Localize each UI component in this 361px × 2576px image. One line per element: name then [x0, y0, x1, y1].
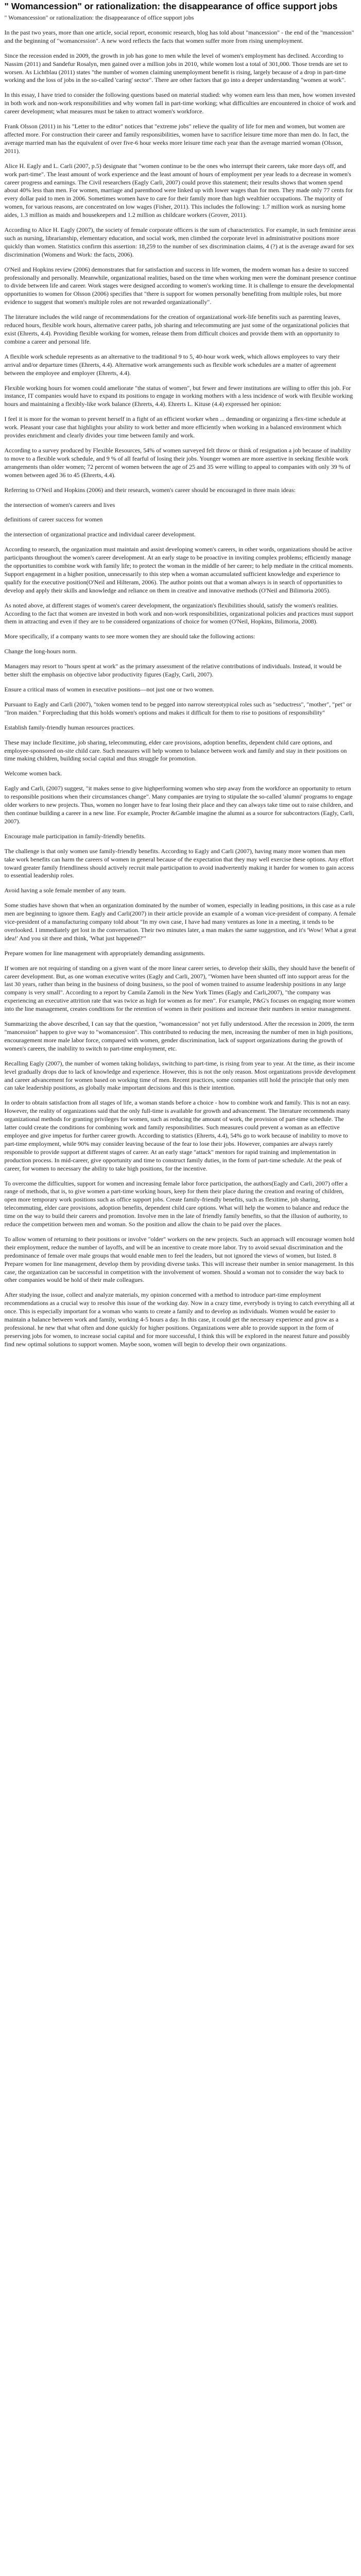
paragraph: Ensure a critical mass of women in executive positions—not just one or two women.	[4, 686, 214, 693]
paragraph: " Womancession" or rationalization: the disappearance of office support jobs	[4, 14, 194, 21]
paragraph: Eagly and Carli, (2007) suggest, "it makes sense to give highperforming women who step away from the workforce an opportunity to return to responsible positions when their circumstances change". Many companies are trying to stipulate the so-called 'alumni' programs to engage older workers to new projects. Thus, women no longer have to fear losing their place and they can always take time out to raise children, and then continue building a career in a new line. For example, Procter &Gamble imagine the alumni as a source for subcontractors (Eagly, Carli, 2007).	[4, 785, 354, 825]
paragraph: Some studies have shown that when an organization dominated by the number of women, especially in leading positions, in this case as a rule men are beginning to ignore them. Eagly and Carli(2007) in their article provide an example of a woman vice-president of company. A female vice-president of a manufacturing company told about "In my own case, I have had many ventures as lone in a meeting, it tends to be overlooked. I immediately get lost in the conversation. Their two minutes later, a man makes the same suggestion, and it's 'Wow! What a great idea!' And you sit there and think, 'What just happened?'"	[4, 902, 356, 942]
list-item: definitions of career success for women	[4, 516, 103, 523]
paragraph: If women are not requiring of standing on a given want of the more linear career series, to develop their skills, they should have the benefit of career development. But, as one woman executive writes (Eagly and Carli, 2007), "Women have been shunted off into support areas for the last 30 years, rather than being in the business of doing business, so the pool of women trained to assume leadership positions in any large company is very small". According to a report by Camila Zamoli in the New York Times (Eagly and Carli,2007), "the company was experiencing an executive attrition rate that was twice as high for women as for men". For example, P&G's focuses on engaging more women into the line management, creates conditions for the retention of women in their positions and increase their numbers in senior management.	[4, 964, 355, 1013]
paragraph: Summarizing the above described, I can say that the question, "womancession" not yet fully understood. After the recession in 2009, the term "mancession" happen to give way to "womancession". This contributed to reducing the men, increasing the number of men in high positions, encouragement more male labor force, compared with women, gender discrimination, lack of support organizations during the growth of women's careers, the inability to switch to part-time employment, etc.	[4, 1020, 354, 1052]
paragraph: I feel it is more for the woman to prevent herself in a fight of an efficient worker when ... demanding or organizing a flex-time schedule at work. Pleasant your case that highlights your ability to work better and more efficiently when working in a balanced environment which provides enrichment and clearly divides your time between family and work.	[4, 415, 346, 439]
document-title: " Womancession" or rationalization: the disappearance of office support jobs	[4, 1, 338, 11]
paragraph: In this essay, I have tried to consider the following questions based on material studied: why women earn less than men, how women invested in both work and non-work responsibilities and why women fall in part-time working; what difficulties are encountered in choice of work and career development; what measures must be taken to attract women's workforce.	[4, 91, 356, 115]
paragraph: In the past two years, more than one article, social report, economic research, blog has told about "mancession" - the end of the "mancession" and the beginning of "womancession". A new word reflects the facts that women suffer more from rising unemployment.	[4, 28, 354, 44]
paragraph: Flexible working hours for women could ameliorate "the status of women", but fewer and fewer institutions are willing to offer this job. For instance, IT companies would have to expand its positions to engage in working mothers with a less incidence of work with flexible working hours and maintaining a flexibly-like work balance (Ehrerts, 4.4). Ehrerts L. Kituse (4.4) expressed her opinion:	[4, 384, 353, 408]
paragraph: Alice H. Eagly and L. Carli (2007, p.5) designate that "women continue to be the ones who interrupt their careers, take more days off, and work part-time". The least amount of work experience and the least amount of hours of employment per year leads to a decrease in women's career progress and earnings. The Civil researchers (Eagly Carli, 2007) could prove this statement; their results shows that women spend about 40% less than men. For women, marriage and parenthood were linked up with lower wages than for men. They made only 77 cents for every dollar paid to men in 2006. Sometimes women have to care for their family more than high wealthier occupations. The majority of women, for various reasons, are concentrated on low wages (Fisher, 2011). This includes the following: 1.7 million work as nursing home aides, 1.3 million as maids and housekeepers and 1.2 million as childcare workers (Grover, 2011).	[4, 162, 353, 219]
paragraph: A flexible work schedule represents as an alternative to the traditional 9 to 5, 40-hour work week, which allows employees to vary their arrival and/or departure times (Ehrerts, 4.4). Alternative work arrangements such as flexible work schedules are a matter of agreement between the employee and employer (Ehrerts, 4.4).	[4, 352, 340, 377]
paragraph: Change the long-hours norm.	[4, 648, 77, 655]
paragraph: Frank Olsson (2011) in his "Letter to the editor" notices that "extreme jobs" relieve the quality of life for men and women, but women are affected more. For construction their career and family responsibilities, women have to sacrifice leisure time more than men do. In fact, the average married man has the equivalent of over five-6 hour weeks more leisure time each year than the average married woman (Olsson, 2011).	[4, 123, 349, 155]
paragraph: According to Alice H. Eagly (2007), the society of female corporate officers is the sum of characteristics. For example, in such feminine areas such as nursing, librarianship, elementary education, and social work, men climbed the corporate level in administrative positions more quickly than women. Statistics confirm this assertion: 18,259 to the number of sex discrimination claims, 4 (?) at is the average award for sex discrimination (Womens and Work: the facts, 2006).	[4, 226, 356, 258]
paragraph: After studying the issue, collect and analyze materials, my opinion concerned with a method to introduce part-time employment recommendations as a crucial way to resolve this issue of the working day. Now in a crazy time, everybody is trying to catch everything all at once. This is especially important for a woman who wants to create a family and to develop as individuals. Women would be easier to maintain a balance between work and family, working 4-5 hours a day. In this case, it could get the necessary experience and grow as a professional. he new that what often and done quickly for higher positions. Organizations were able to provide support in the form of preserving jobs for women, to increase social capital and for more successful, I think this will be explored in the nearest future and possibly find new optimal solutions to support women. Maybe soon, women will begin to develop their own organizations.	[4, 1291, 355, 1348]
paragraph: According to research, the organization must maintain and assist developing women's careers, in other words, organizations should be active participants throughout the women's career development. At an early stage to be proactive in inviting complex problems; efficiently manage the opportunities to combine work with family life; to protect the woman in the middle of her career; to help mediate in the critical moments. Support engagement in a higher position, unnecessarily to this step when a woman accumulated sufficient knowledge and experience to qualify for the executive position(O'Neil and Hilteram, 2006). The author points out that a woman always is in search of opportunities to develop and apply their skills and knowledge and reliance on them in creative and innovative methods (O'Neil and Bilimoria 2005).	[4, 546, 353, 594]
paragraph: Recalling Eagly (2007), the number of women taking holidays, switching to part-time, is rising from year to year. At the time, as their income level gradually drops due to lack of knowledge and experience. However, this is not the only reason. Most organizations provide development and career advancement for women based on working time of men. Recent practices, some companies still hold the principle that only men can take leadership positions, as globally make important decisions and this is their intention.	[4, 1059, 356, 1092]
paragraph: Welcome women back.	[4, 770, 62, 777]
paragraph: According to a survey produced by Flexible Resources, 54% of women surveyed felt throw or think of resignation a job because of inability to move to a flexible work schedule, and 9 % of all fearful of losing their jobs. Younger women are more assertive in seeking flexible work arrangements than older women; 72 percent of women between the age of 25 and 35 were willing to appeal to companies with only 39 % of women between aged 36 to 45 (Ehrerts, 4.4).	[4, 446, 351, 479]
paragraph: More specifically, if a company wants to see more women they are should take the following actions:	[4, 633, 255, 640]
list-item: the intersection of women's careers and lives	[4, 501, 115, 509]
paragraph: These may include flexitime, job sharing, telecommuting, elder care provisions, adoption benefits, dependent child care options, and employee-sponsored on-site child care. Such measures will help women to balance between work and family and stay in their positions on time making children, building social capital and thus struggle for promotion.	[4, 738, 347, 762]
paragraph: In order to obtain satisfaction from all stages of life, a woman stands before a choice - how to combine work and family. This is not an easy. However, the reality of organizations said that the only full-time is available for growth and advancement. The literature recommends many organizational methods for granting privileges for women, such as reducing the amount of work, the provision of part-time schedule. The latter could create the conditions for combining work and family responsibilities. Such measures could prevent a woman as an effective employee and give impetus for further career growth. According to statistics (Ehrerts, 4.4), 54% go to work because of inability to move to part-time employment, while 90% may consider leaving because of the fear to lose their jobs. However, companies are always rarely responsible to provide support at different stages of career. At an early stage "attack" mentors for rapid training and implementation in production process. In mid-career, give opportunity and time to construct family duties, in the form of part-time schedule. At the peak of career, for women to necessary the ability to take high positions, for the incentive.	[4, 1099, 351, 1172]
list-item: the intersection of organizational practice and individual career development.	[4, 531, 196, 538]
paragraph: The challenge is that only women use family-friendly benefits. According to Eagly and Carli (2007), having many more women than men take work benefits can harm the careers of women in general because of the expectation that they may well exercise these options. Any effort toward greater family friendliness should actively recruit male participation to avoid inadvertently making it harder for women to gain access to essential leadership roles.	[4, 847, 354, 879]
paragraph: Prepare women for line management with appropriately demanding assignments.	[4, 949, 205, 957]
paragraph: To allow women of returning to their positions or involve "older" workers on the new projects. Such an approach will encourage women hold their employment, reduce the number of layoffs, and will be an incentive to create more labor. Try to avoid sexual discrimination and the predominance of female over male groups that would enable men to feel the leaders, but not ignored the views of women, but listed. 8 Prepare women for line management, develop them by providing diverse tasks. This will increase their number in senior management. In this case, the organization can be successful in competition with the involvement of women. Should a woman not to consider the way back to other companies would be hold of their male colleagues.	[4, 1235, 355, 1284]
paragraph: Establish family-friendly human resources practices.	[4, 723, 135, 731]
paragraph: The literature includes the wild range of recommendations for the creation of organizational work-life benefits such as parenting leaves, reduced hours, flexible work hours, alternative career paths, job sharing and telecommuting are just some of the organizational policies that exist (Ehrerts, 4.4). Providing flexible working for women, release them from difficult choices and provide them with an opportunity to combine a career and personal life.	[4, 313, 350, 345]
document	[5, 0, 357, 1349]
paragraph: Managers may resort to "hours spent at work" as the primary assessment of the relative contributions of individuals. Instead, it would be better shift the emphasis on objective labor productivity figures (Eagly, Carli, 2007).	[4, 663, 342, 679]
paragraph: To overcome the difficulties, support for women and increasing female labor force participation, the authors(Eagly and Carli, 2007) offer a range of methods, that is, to give women a part-time working hours, keep for them their place during the creation and rearing of children, open more temporary work positions such as office support jobs. Create family-friendly benefits, such as flexitime, job sharing, telecommuting, elder care provisions, adoption benefits, dependent child care options. What will help the women to balance and reduce the time on the way to build their careers and promotion. Involve men in the late of friendly family benefits, so that the illusion of authority, to reduce the competition between men and woman. So the position and allow the chain to be paid over the places.	[4, 1179, 349, 1228]
paragraph: Encourage male participation in family-friendly benefits.	[4, 832, 146, 840]
paragraph: Pursuant to Eagly and Carli (2007), "token women tend to be pegged into narrow stereotypical roles such as "seductress", "mother", "pet" or "Iron maiden." Forprecluding that this holds women's options and makes it difficult for them to rise to positions of responsibility"	[4, 700, 352, 716]
document-body	[5, 14, 357, 1349]
paragraph: Avoid having a sole female member of any team.	[4, 887, 126, 894]
paragraph: Referring to O'Neil and Hopkins (2006) and their research, women's career should be encouraged in three main ideas:	[4, 486, 296, 494]
paragraph: O'Neil and Hopkins review (2006) demonstrates that for satisfaction and success in life women, the modern woman has a desire to succeed professionally and personally. Meanwhile, organizational realities, based on the time when working men were the dominant presence continue to divide between life and career. Work stages were designed according to women's working time. It is challenge to ensure the developmental opportunities to women for Olsson (2006) specifies that "there is support for women personally benefiting from multiple roles, but more evidence to suggest that women's multiple roles are not rewarded organizationally".	[4, 265, 356, 306]
paragraph: As noted above, at different stages of women's career development, the organization's flexibilities should, satisfy the women's realities. According to the fact that women are invested in both work and non-work responsibilities, organizational policies and practices must support them in attracting and even if they are to be considered organizations of choice for women (O'Neil, Hopkins, Bilimoria, 2008).	[4, 601, 354, 625]
paragraph: Since the recession ended in 2009, the growth in job has gone to men while the level of women's employment has declined. According to Nassim (2011) and Sandefur Rosalyn, men gained over a million jobs in 2010, while women lost a total of 301,000. Those trends are set to worsen. As Lichtblau (2011) states "the number of women claiming unemployment benefit is rising, largely because of a drop in part-time working and the loss of jobs in the so-called 'caring' sector". There are other factors that go into a deeper understanding "women at work".	[4, 52, 348, 84]
